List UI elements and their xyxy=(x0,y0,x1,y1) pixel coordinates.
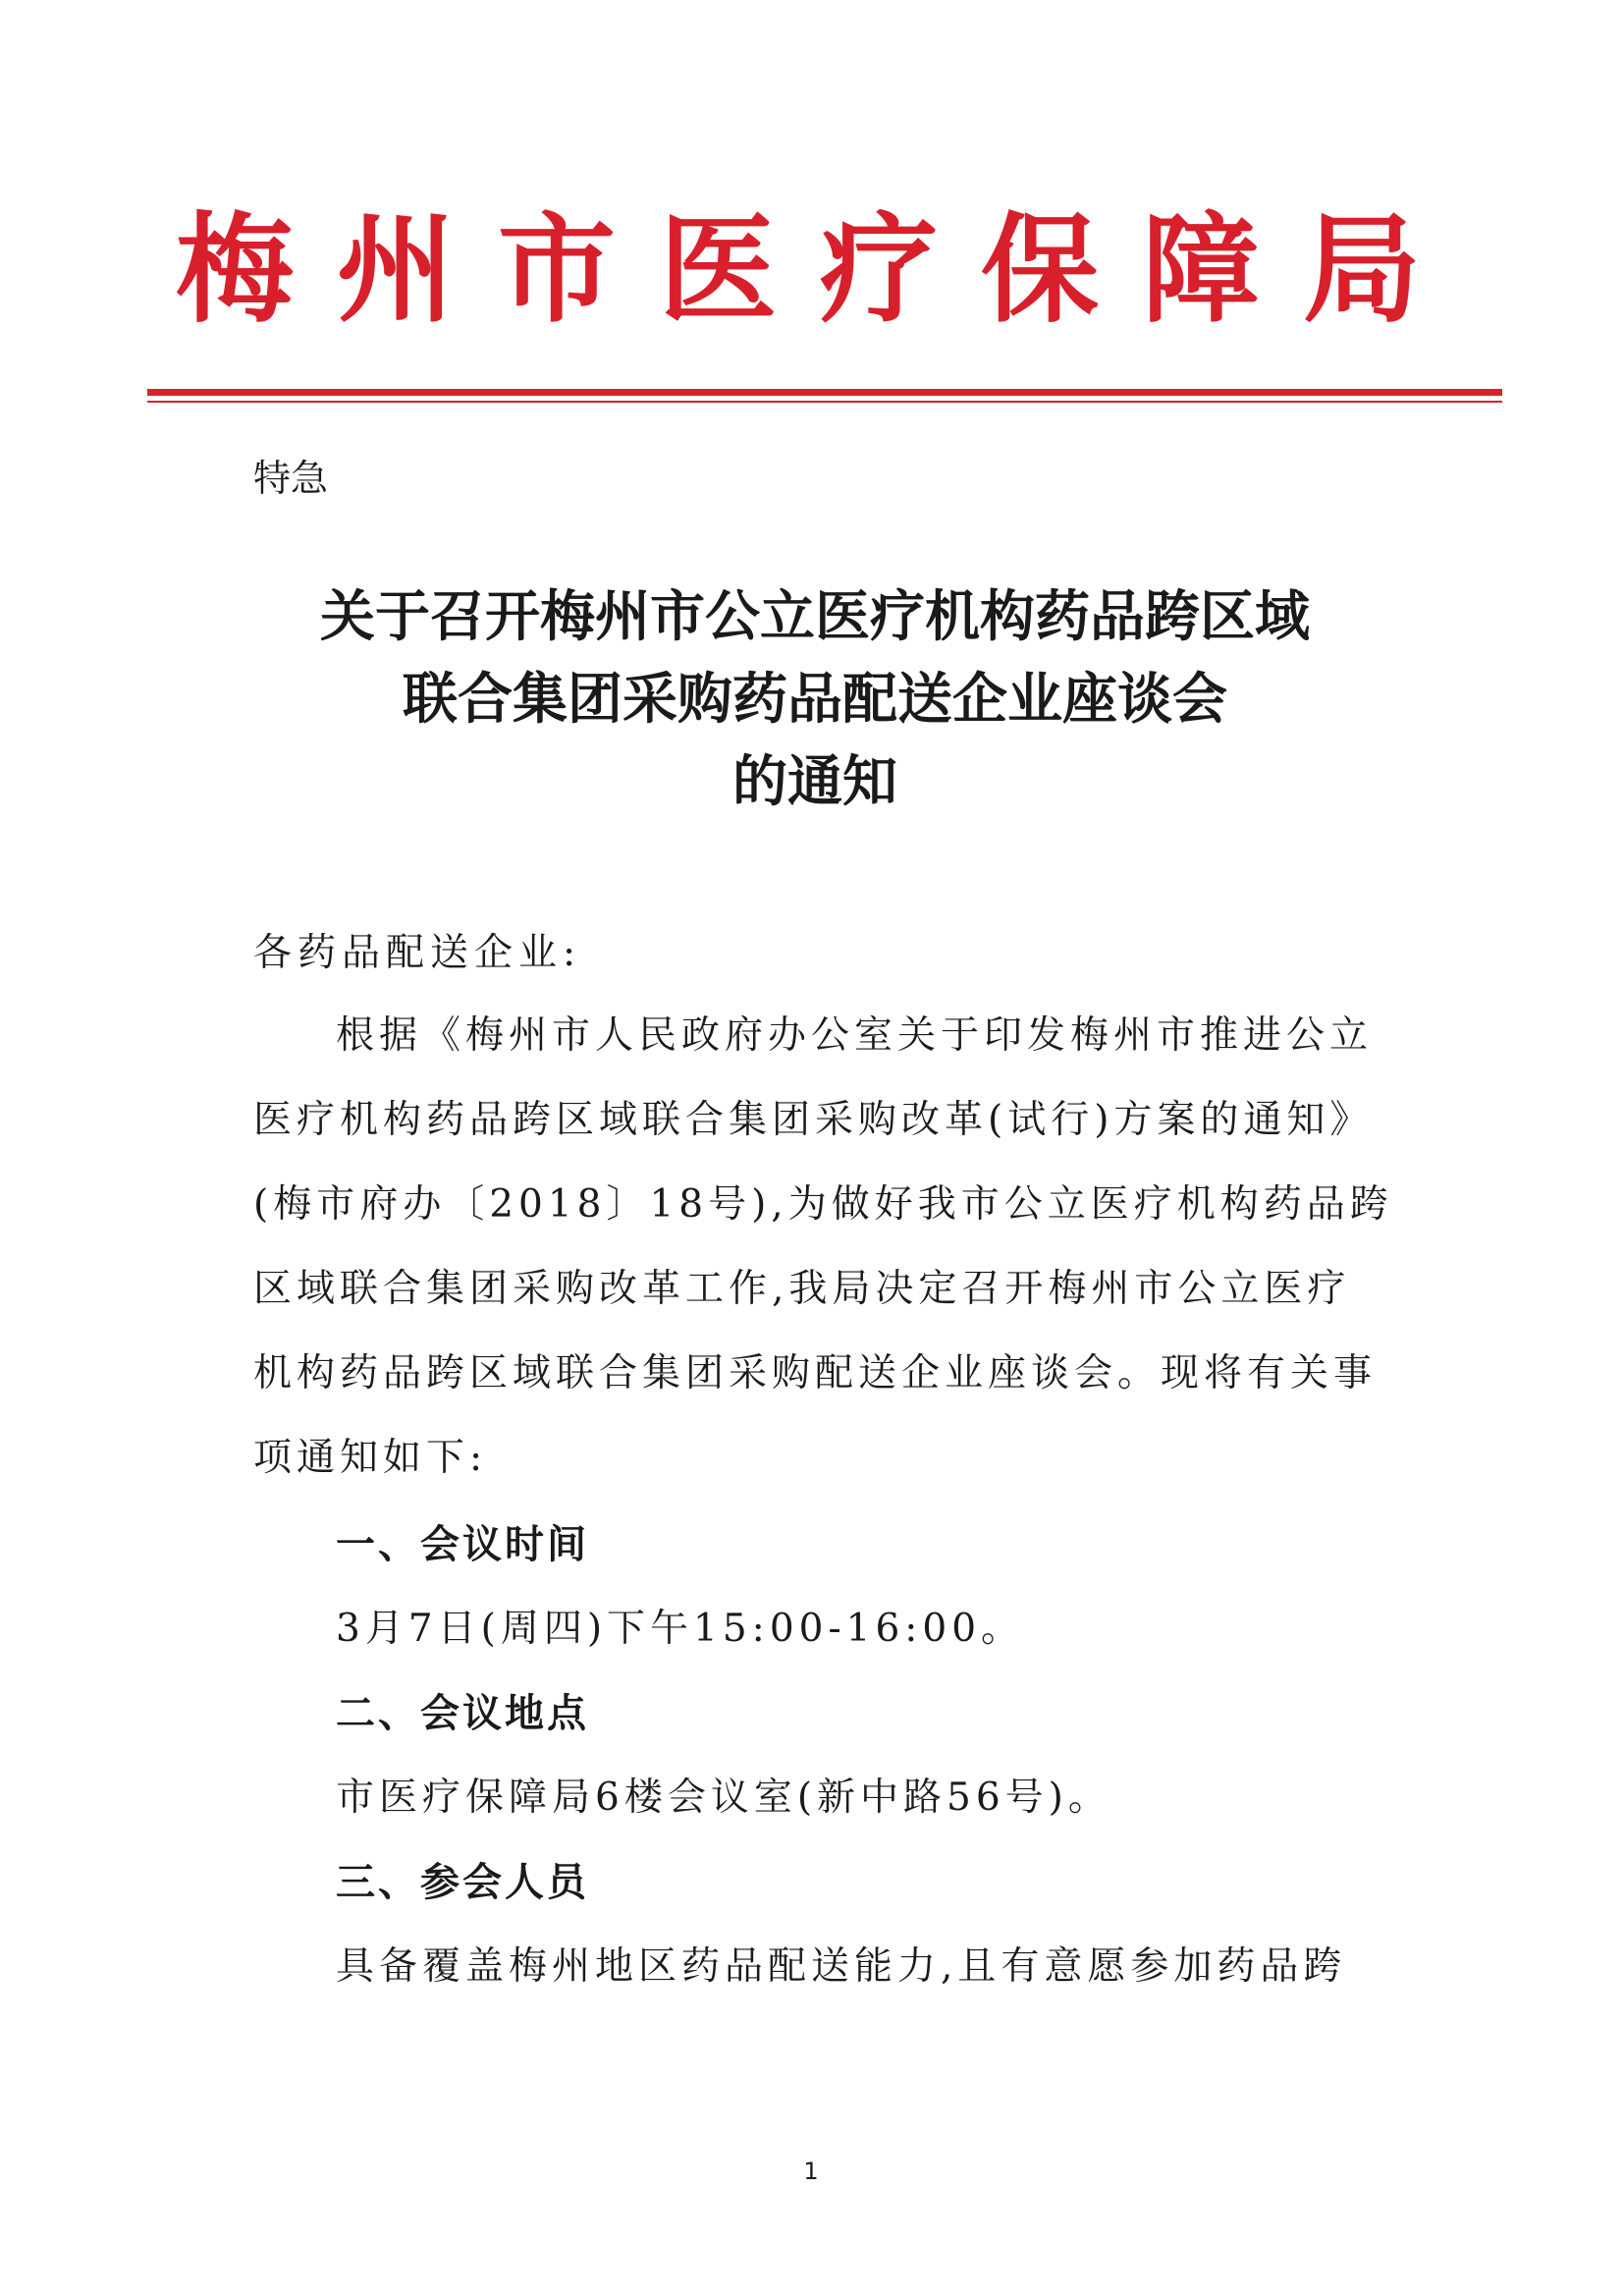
letterhead-agency-name: 梅州市医疗保障局 xyxy=(176,200,1464,339)
page-number: 1 xyxy=(803,2158,819,2185)
intro-paragraph-line: 区域联合集团采购改革工作,我局决定召开梅州市公立医疗 xyxy=(253,1267,1351,1311)
section-heading-attendees: 三、参会人员 xyxy=(336,1860,589,1905)
document-title-line-3: 的通知 xyxy=(732,749,897,814)
salutation: 各药品配送企业: xyxy=(253,931,582,975)
letterhead-red-rule xyxy=(147,389,1502,396)
intro-paragraph-line: (梅市府办〔2018〕18号),为做好我市公立医疗机构药品跨 xyxy=(253,1182,1393,1227)
letterhead-red-rule-thin xyxy=(147,401,1502,403)
section-heading-meeting-location: 二、会议地点 xyxy=(336,1691,589,1736)
intro-paragraph-line: 机构药品跨区域联合集团采购配送企业座谈会。现将有关事 xyxy=(253,1351,1378,1395)
intro-paragraph-line: 项通知如下: xyxy=(253,1436,488,1480)
intro-paragraph-line: 医疗机构药品跨区域联合集团采购改革(试行)方案的通知》 xyxy=(253,1098,1374,1142)
section-body-meeting-location: 市医疗保障局6楼会议室(新中路56号)。 xyxy=(336,1776,1111,1820)
document-title xyxy=(177,575,1453,823)
section-body-attendees: 具备覆盖梅州地区药品配送能力,且有意愿参加药品跨 xyxy=(336,1944,1347,1989)
document-title-line-1: 关于召开梅州市公立医疗机构药品跨区域 xyxy=(320,584,1310,649)
document-title-line-2: 联合集团采购药品配送企业座谈会 xyxy=(403,667,1227,732)
section-body-meeting-time: 3月7日(周四)下午15:00-16:00。 xyxy=(336,1607,1025,1651)
intro-paragraph-line: 根据《梅州市人民政府办公室关于印发梅州市推进公立 xyxy=(336,1013,1374,1058)
urgency-label: 特急 xyxy=(253,457,329,500)
section-heading-meeting-time: 一、会议时间 xyxy=(336,1522,589,1567)
